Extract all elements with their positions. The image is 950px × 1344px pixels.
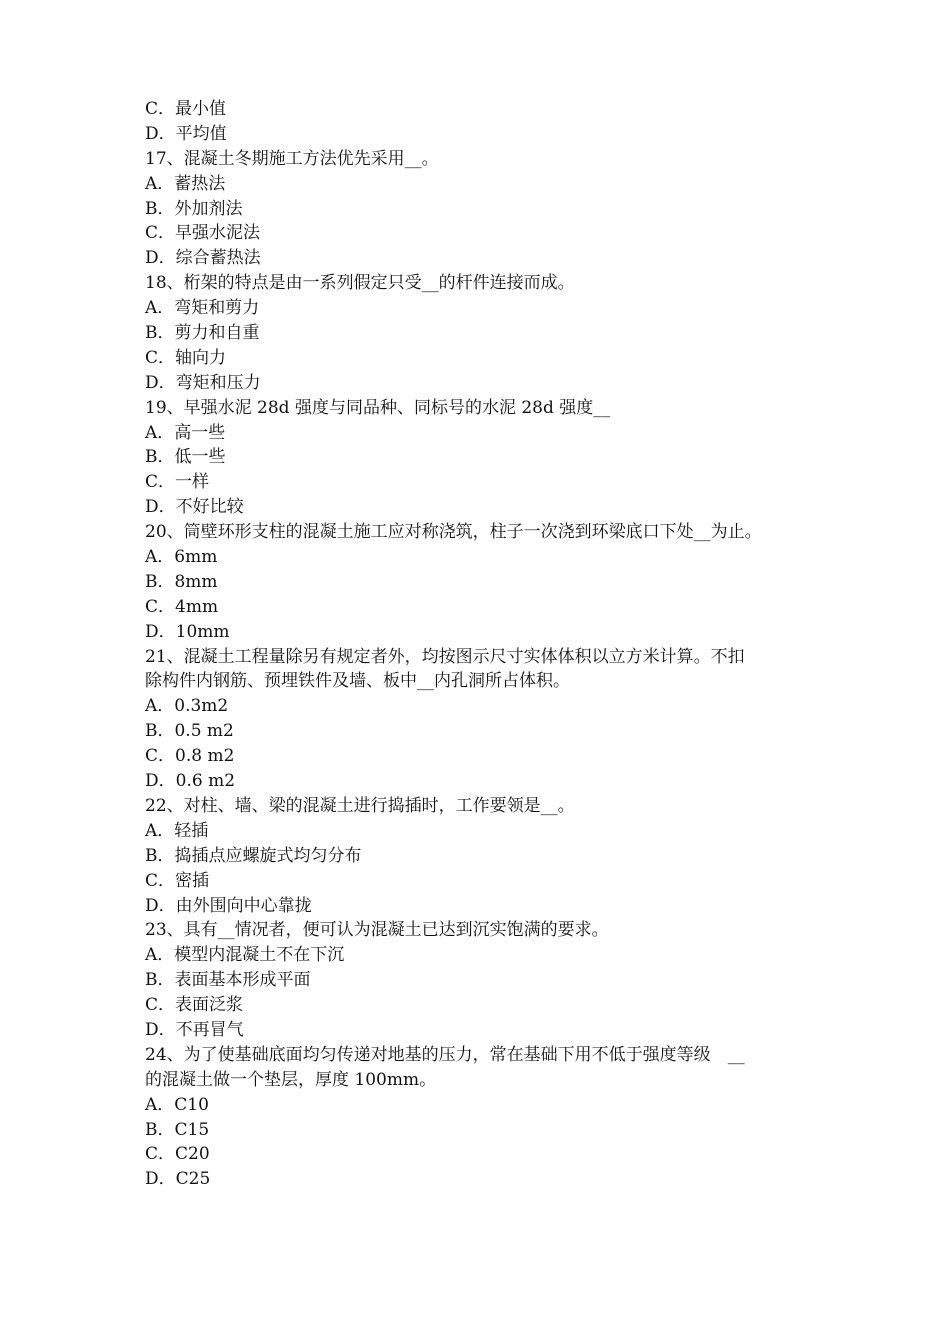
question-24-line-1: 24、为了使基础底面均匀传递对地基的压力，常在基础下用不低于强度等级 __ [145, 1044, 745, 1065]
option-b-q22: B．捣插点应螺旋式均匀分布 [145, 845, 362, 866]
option-c-q23: C．表面泛浆 [145, 995, 244, 1016]
question-21-line-1: 21、混凝土工程量除另有规定者外，均按图示尺寸实体体积以立方米计算。不扣 [145, 646, 745, 667]
option-b-q20: B．8mm [145, 571, 218, 592]
option-c-q21: C．0.8 m2 [145, 746, 235, 767]
option-a-q23: A．模型内混凝土不在下沉 [145, 945, 345, 966]
option-b-q23: B．表面基本形成平面 [145, 970, 311, 991]
question-19: 19、早强水泥 28d 强度与同品种、同标号的水泥 28d 强度__ [145, 397, 611, 418]
question-22: 22、对柱、墙、梁的混凝土进行捣插时，工作要领是__。 [145, 795, 575, 816]
question-21-line-2: 除构件内钢筋、预埋铁件及墙、板中__内孔洞所占体积。 [145, 671, 570, 692]
option-c-q24: C．C20 [145, 1144, 210, 1165]
question-20: 20、筒壁环形支柱的混凝土施工应对称浇筑，柱子一次浇到环梁底口下处__为止。 [145, 522, 762, 543]
question-17: 17、混凝土冬期施工方法优先采用__。 [145, 148, 439, 169]
document-body [145, 97, 815, 1192]
option-c-q19: C．一样 [145, 472, 210, 493]
option-c-q17: C．早强水泥法 [145, 223, 261, 244]
option-d-q19: D．不好比较 [145, 497, 244, 518]
option-d-q24: D．C25 [145, 1169, 211, 1190]
option-a-q20: A．6mm [145, 547, 218, 568]
question-24-line-2: 的混凝土做一个垫层，厚度 100mm。 [145, 1069, 437, 1090]
option-d-q18: D．弯矩和压力 [145, 372, 261, 393]
option-a-q21: A．0.3m2 [145, 696, 229, 717]
option-c-q16: C．最小值 [145, 99, 227, 119]
option-b-q24: B．C15 [145, 1119, 210, 1140]
option-b-q19: B．低一些 [145, 447, 226, 468]
option-c-q22: C．密插 [145, 870, 210, 891]
option-a-q24: A．C10 [145, 1094, 209, 1115]
option-d-q23: D．不再冒气 [145, 1019, 244, 1040]
option-d-q22: D．由外围向中心靠拢 [145, 895, 312, 916]
option-b-q17: B．外加剂法 [145, 198, 243, 219]
option-a-q19: A．高一些 [145, 422, 226, 443]
option-b-q18: B．剪力和自重 [145, 323, 260, 344]
option-d-q16: D．平均值 [145, 123, 227, 144]
option-a-q18: A．弯矩和剪力 [145, 298, 260, 319]
option-c-q18: C．轴向力 [145, 347, 227, 368]
option-a-q22: A．轻插 [145, 820, 209, 841]
option-d-q21: D．0.6 m2 [145, 771, 236, 792]
option-b-q21: B．0.5 m2 [145, 721, 234, 742]
question-23: 23、具有__情况者，便可认为混凝土已达到沉实饱满的要求。 [145, 920, 609, 941]
option-a-q17: A．蓄热法 [145, 173, 226, 194]
question-18: 18、桁架的特点是由一系列假定只受__的杆件连接而成。 [145, 273, 575, 294]
option-d-q17: D．综合蓄热法 [145, 248, 261, 269]
option-d-q20: D．10mm [145, 621, 230, 642]
option-c-q20: C．4mm [145, 596, 219, 617]
